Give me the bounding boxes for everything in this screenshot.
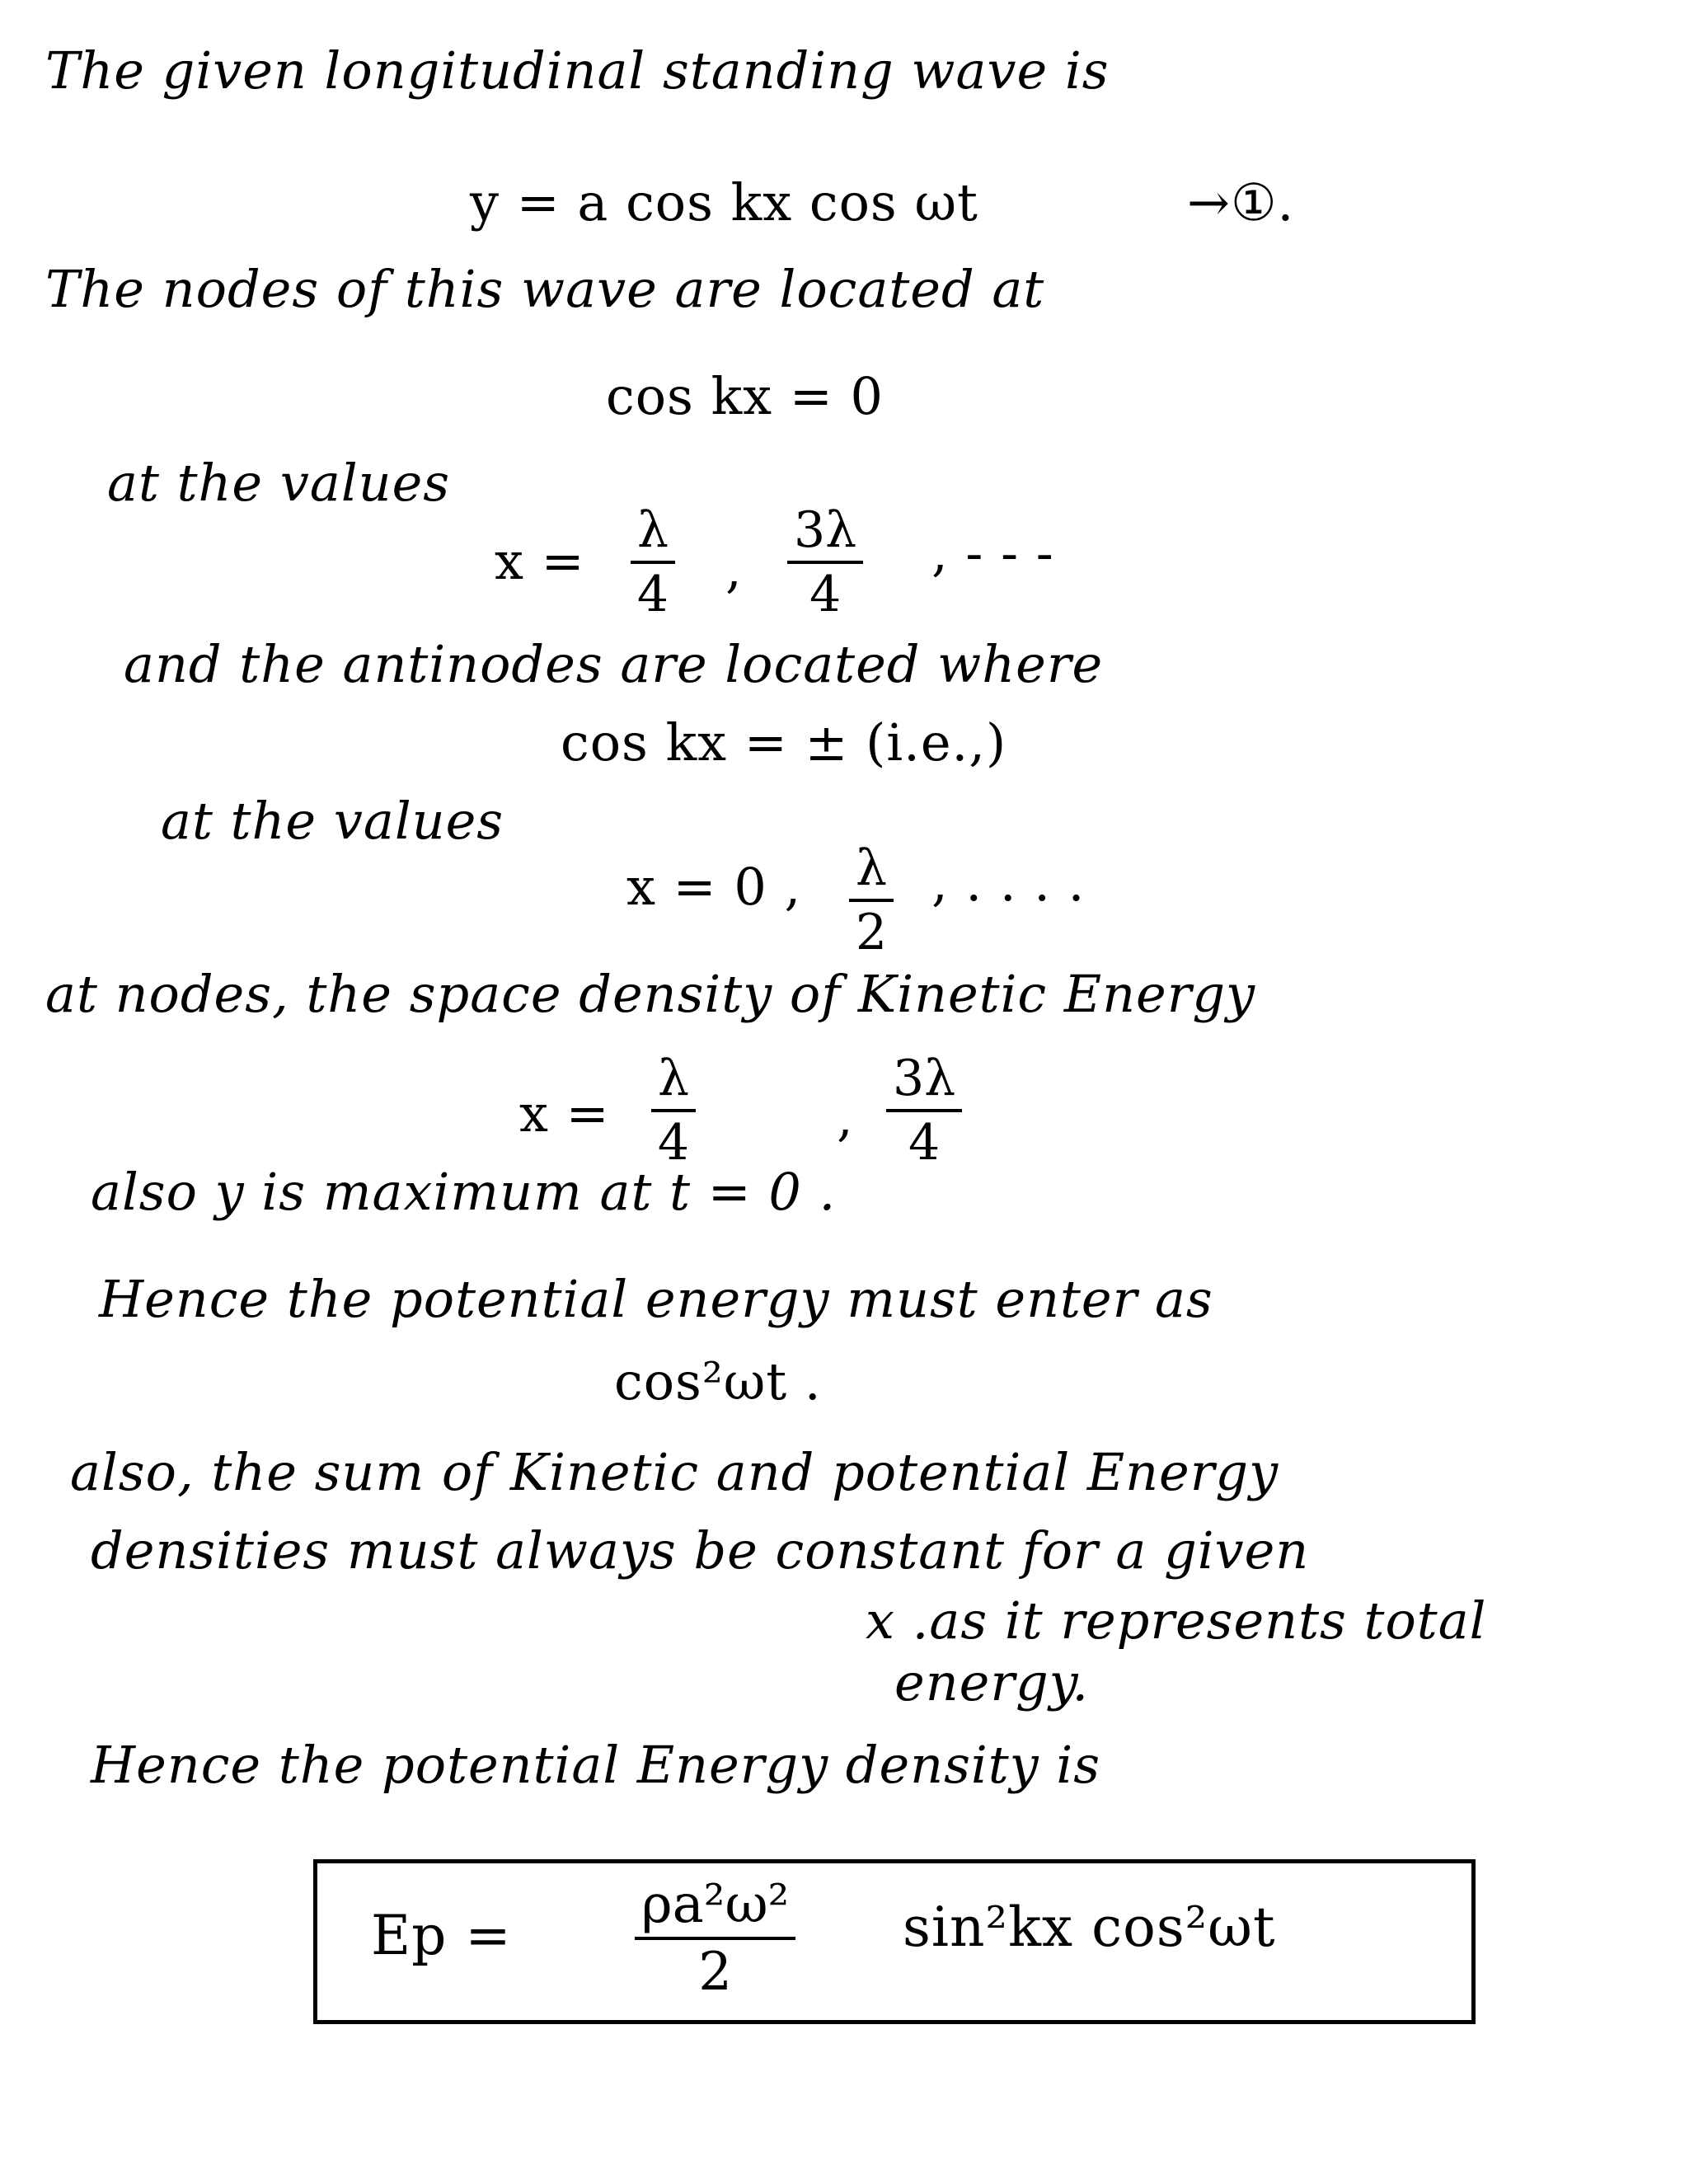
node-condition: cos kx = 0 <box>606 366 884 426</box>
result-fraction <box>635 1876 795 2002</box>
antinodes-intro-line: and the antinodes are located where <box>124 634 1104 694</box>
sum-statement-line-3: x .as it represents total <box>866 1590 1487 1651</box>
ellipsis: , - - - <box>931 523 1054 583</box>
fraction-lambda-over-4: $\frac{\lambda}{4}$ <box>631 503 675 622</box>
sum-statement-line-2: densities must always be constant for a given <box>91 1520 1310 1581</box>
intro-line: The given longitudinal standing wave is <box>45 40 1110 101</box>
sum-statement-line-1: also, the sum of Kinetic and potential Energy <box>70 1442 1279 1502</box>
sum-statement-line-4: energy. <box>894 1652 1090 1712</box>
wave-equation: y = a cos kx cos ωt <box>470 172 978 233</box>
potential-energy-line: Hence the potential energy must enter as <box>99 1269 1213 1329</box>
antinode-positions-prefix: x = 0 , <box>626 857 802 917</box>
result-denominator: 2 <box>698 1942 732 2004</box>
values-label-2: at the values <box>161 791 504 851</box>
fraction-3lambda-over-4: $\frac{3\lambda}{4}$ <box>787 503 863 622</box>
conclusion-line: Hence the potential Energy density is <box>91 1735 1101 1795</box>
kinetic-energy-line: at nodes, the space density of Kinetic Energy <box>45 964 1256 1024</box>
nodes-intro-line: The nodes of this wave are located at <box>45 259 1045 319</box>
result-rhs: sin²kx cos²ωt <box>903 1896 1276 1959</box>
equation-tag: →①. <box>1187 172 1295 233</box>
ellipsis-2: , . . . . <box>931 853 1086 913</box>
fraction-lambda-over-4-b: $\frac{\lambda}{4}$ <box>651 1051 696 1170</box>
fraction-3lambda-over-4-b: $\frac{3\lambda}{4}$ <box>886 1051 962 1170</box>
result-numerator: ρa²ω² <box>635 1876 795 1940</box>
separator-2: , <box>837 1088 854 1148</box>
separator: , <box>725 539 743 599</box>
result-lhs: Ep = <box>371 1904 512 1967</box>
node-positions-prefix-2: x = <box>519 1083 610 1144</box>
fraction-lambda-over-2: $\frac{\lambda}{2}$ <box>849 841 894 960</box>
antinode-condition: cos kx = ± (i.e.,) <box>561 712 1007 773</box>
cos-squared-term: cos²ωt . <box>614 1351 822 1412</box>
maximum-statement: also y is maximum at t = 0 . <box>91 1162 837 1222</box>
node-positions-prefix: x = <box>495 531 585 591</box>
values-label-1: at the values <box>107 453 451 513</box>
